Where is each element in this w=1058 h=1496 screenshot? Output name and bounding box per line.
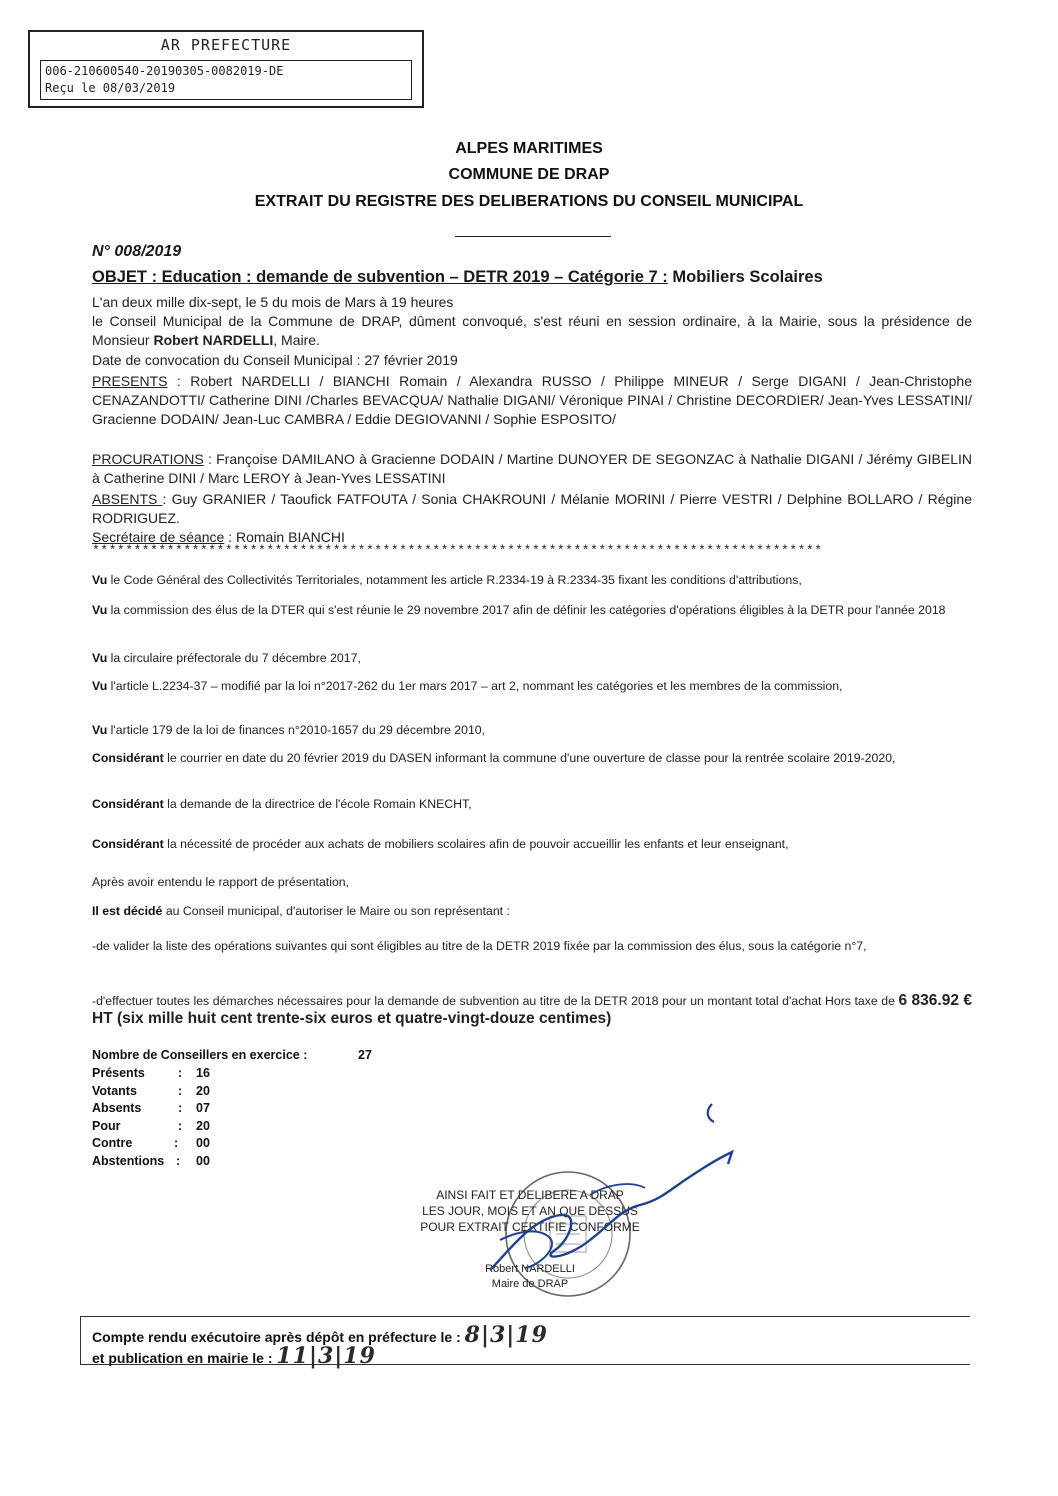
signature-line-3: POUR EXTRAIT CERTIFIE CONFORME [420, 1220, 640, 1234]
vote-value: 20 [196, 1084, 210, 1098]
consideration-text: le courrier en date du 20 février 2019 du DASEN informant la commune d'une ouverture de classe pour la rentrée scolaire 2019-2020, [163, 751, 896, 765]
consideration-text: la nécessité de procéder aux achats de mobiliers scolaires afin de pouvoir accueillir les enfants et leur enseignant, [163, 837, 789, 851]
vote-row: Abstentions : 00 [92, 1154, 210, 1168]
consideration-lead: Vu [92, 723, 108, 737]
presents-label: PRESENTS [92, 373, 168, 389]
vote-row: Pour : 20 [92, 1119, 210, 1133]
stamp-reference: 006-210600540-20190305-0082019-DE [45, 64, 284, 78]
consideration-lead: Considérant [92, 837, 164, 851]
vote-exercice-label: Nombre de Conseillers en exercice : [92, 1048, 308, 1062]
absents-names: : Guy GRANIER / Taoufick FATFOUTA / Sonia CHAKROUNI / Mélanie MORINI / Pierre VESTRI / Delphine BOLLARO / Régine RODRIGUEZ. [92, 491, 972, 526]
signature-line-1: AINSI FAIT ET DELIBERE A DRAP [436, 1188, 624, 1202]
vote-label: Pour [92, 1119, 121, 1133]
presents-list [92, 372, 972, 429]
secretary-label: Secrétaire de séance [92, 529, 225, 545]
deliberation-number: N° 008/2019 [92, 243, 182, 260]
consideration-lead: Considérant [92, 751, 164, 765]
register-title: EXTRAIT DU REGISTRE DES DELIBERATIONS DU CONSEIL MUNICIPAL [254, 193, 804, 210]
decision-item-2-text: -d'effectuer toutes les démarches nécessaires pour la demande de subvention au titre de la DETR 2018 pour un montant total d'achat Hors taxe de [92, 994, 899, 1008]
prefecture-stamp [28, 30, 424, 108]
consideration-lead: Vu [92, 603, 108, 617]
mairie-publication-line [92, 1343, 376, 1369]
vote-value: 00 [196, 1154, 210, 1168]
consideration-item [92, 796, 972, 813]
vote-label: Contre [92, 1136, 133, 1150]
deliberation-object [92, 268, 823, 287]
objet-label: OBJET : Education : demande de subvention – DETR 2019 – Catégorie 7 : [92, 268, 668, 286]
consideration-lead: Considérant [92, 797, 164, 811]
presents-names: : Robert NARDELLI / BIANCHI Romain / Alexandra RUSSO / Philippe MINEUR / Serge DIGANI / Jean-Christophe CENAZANDOTTI/ Catherine DINI /Charles BEVACQUA/ Nathalie DIGANI/ Véronique PINAI / Christine DECORDIER/ Jean-Yves LESSATINI/ Gracienne DODAIN/ Jean-Luc CAMBRA / Eddie DEGIOVANNI / Sophie ESPOSITO/ [92, 373, 972, 427]
consideration-text: l'article 179 de la loi de finances n°2010-1657 du 29 décembre 2010, [107, 723, 486, 737]
signatory-name: Robert NARDELLI [485, 1263, 575, 1275]
header-divider [455, 236, 611, 237]
decision-item-2 [92, 992, 972, 1028]
vote-label: Votants [92, 1084, 137, 1098]
absents-label: ABSENTS [92, 491, 163, 507]
consideration-item [92, 836, 972, 853]
publication-date: 11|3|19 [276, 1343, 376, 1369]
consideration-lead: Vu [92, 573, 108, 587]
session-intro-text: le Conseil Municipal de la Commune de DRAP, dûment convoqué, s'est réuni en session ordinaire, à la Mairie, sous la présidence de Monsieur [92, 313, 972, 348]
session-date: L'an deux mille dix-sept, le 5 du mois de Mars à 19 heures [92, 294, 454, 310]
decision-lead: Il est décidé [92, 904, 163, 918]
signature-line-2: LES JOUR, MOIS ET AN QUE DESSUS [422, 1204, 638, 1218]
decision-item-1: -de valider la liste des opérations suivantes qui sont éligibles au titre de la DETR 2019 fixée par la commission des élus, sous la catégorie n°7, [92, 939, 867, 953]
session-intro [92, 312, 972, 350]
consideration-text: la demande de la directrice de l'école Romain KNECHT, [163, 797, 472, 811]
subsidy-amount: 6 836.92 € HT (six mille huit cent trente-six euros et quatre-vingt-douze centimes) [92, 992, 972, 1027]
absents-list [92, 490, 972, 528]
vote-value: 20 [196, 1119, 210, 1133]
procurations-label: PROCURATIONS [92, 451, 204, 467]
consideration-item [92, 602, 972, 619]
separator-stars: **************************************************************************************** [92, 543, 823, 558]
mayor-signature-icon [470, 1100, 750, 1290]
consideration-item [92, 750, 972, 767]
session-intro-end: , Maire. [273, 332, 320, 348]
mayor-name: Robert NARDELLI [153, 332, 274, 348]
procurations-names: : Françoise DAMILANO à Gracienne DODAIN / Martine DUNOYER DE SEGONZAC à Nathalie DIGANI / Jérémy GIBELIN à Catherine DINI / Marc LEROY à Jean-Yves LESSATINI [92, 451, 972, 486]
consideration-item [92, 678, 972, 695]
consideration-text: l'article L.2234-37 – modifié par la loi n°2017-262 du 1er mars 2017 – art 2, nommant les catégories et les membres de la commission, [107, 679, 843, 693]
consideration-item [92, 572, 972, 589]
consideration-lead: Vu [92, 679, 108, 693]
vote-row: Absents : 07 [92, 1101, 210, 1115]
decision-statement [92, 903, 972, 920]
procurations-list [92, 450, 972, 488]
report-statement: Après avoir entendu le rapport de présentation, [92, 875, 350, 889]
consideration-text: le Code Général des Collectivités Territoriales, notamment les article R.2334-19 à R.2334-35 fixant les conditions d'attributions, [107, 573, 802, 587]
vote-label: Abstentions [92, 1154, 165, 1168]
convocation-date: Date de convocation du Conseil Municipal : 27 février 2019 [92, 352, 458, 368]
deposit-label: Compte rendu exécutoire après dépôt en préfecture le : [92, 1329, 461, 1345]
publication-label: et publication en mairie le : [92, 1350, 273, 1366]
stamp-reference-box [40, 60, 412, 100]
deposit-date: 8|3|19 [464, 1322, 548, 1348]
decision-text: au Conseil municipal, d'autoriser le Maire ou son représentant : [162, 904, 510, 918]
commune-title: COMMUNE DE DRAP [448, 166, 610, 183]
vote-row: Contre : 00 [92, 1136, 210, 1150]
vote-label: Présents [92, 1066, 145, 1080]
consideration-text: la commission des élus de la DTER qui s'est réunie le 29 novembre 2017 afin de définir les catégories d'opérations éligibles à la DETR pour l'année 2018 [107, 603, 946, 617]
department-title: ALPES MARITIMES [455, 140, 603, 157]
vote-row: Présents : 16 [92, 1066, 210, 1080]
vote-value: 16 [196, 1066, 210, 1080]
stamp-title: AR PREFECTURE [160, 36, 292, 54]
vote-exercice [92, 1048, 412, 1066]
vote-label: Absents [92, 1101, 142, 1115]
vote-row: Votants : 20 [92, 1084, 210, 1098]
consideration-item [92, 722, 972, 739]
consideration-text: la circulaire préfectorale du 7 décembre 2017, [107, 651, 361, 665]
secretary-name: : Romain BIANCHI [224, 529, 345, 545]
vote-value: 07 [196, 1101, 210, 1115]
consideration-lead: Vu [92, 651, 108, 665]
vote-exercice-value: 27 [358, 1048, 372, 1062]
signatory-title: Maire de DRAP [491, 1278, 569, 1290]
stamp-received-date: Reçu le 08/03/2019 [45, 81, 176, 95]
consideration-item [92, 650, 972, 667]
objet-rest: Mobiliers Scolaires [667, 268, 823, 286]
vote-value: 00 [196, 1136, 210, 1150]
